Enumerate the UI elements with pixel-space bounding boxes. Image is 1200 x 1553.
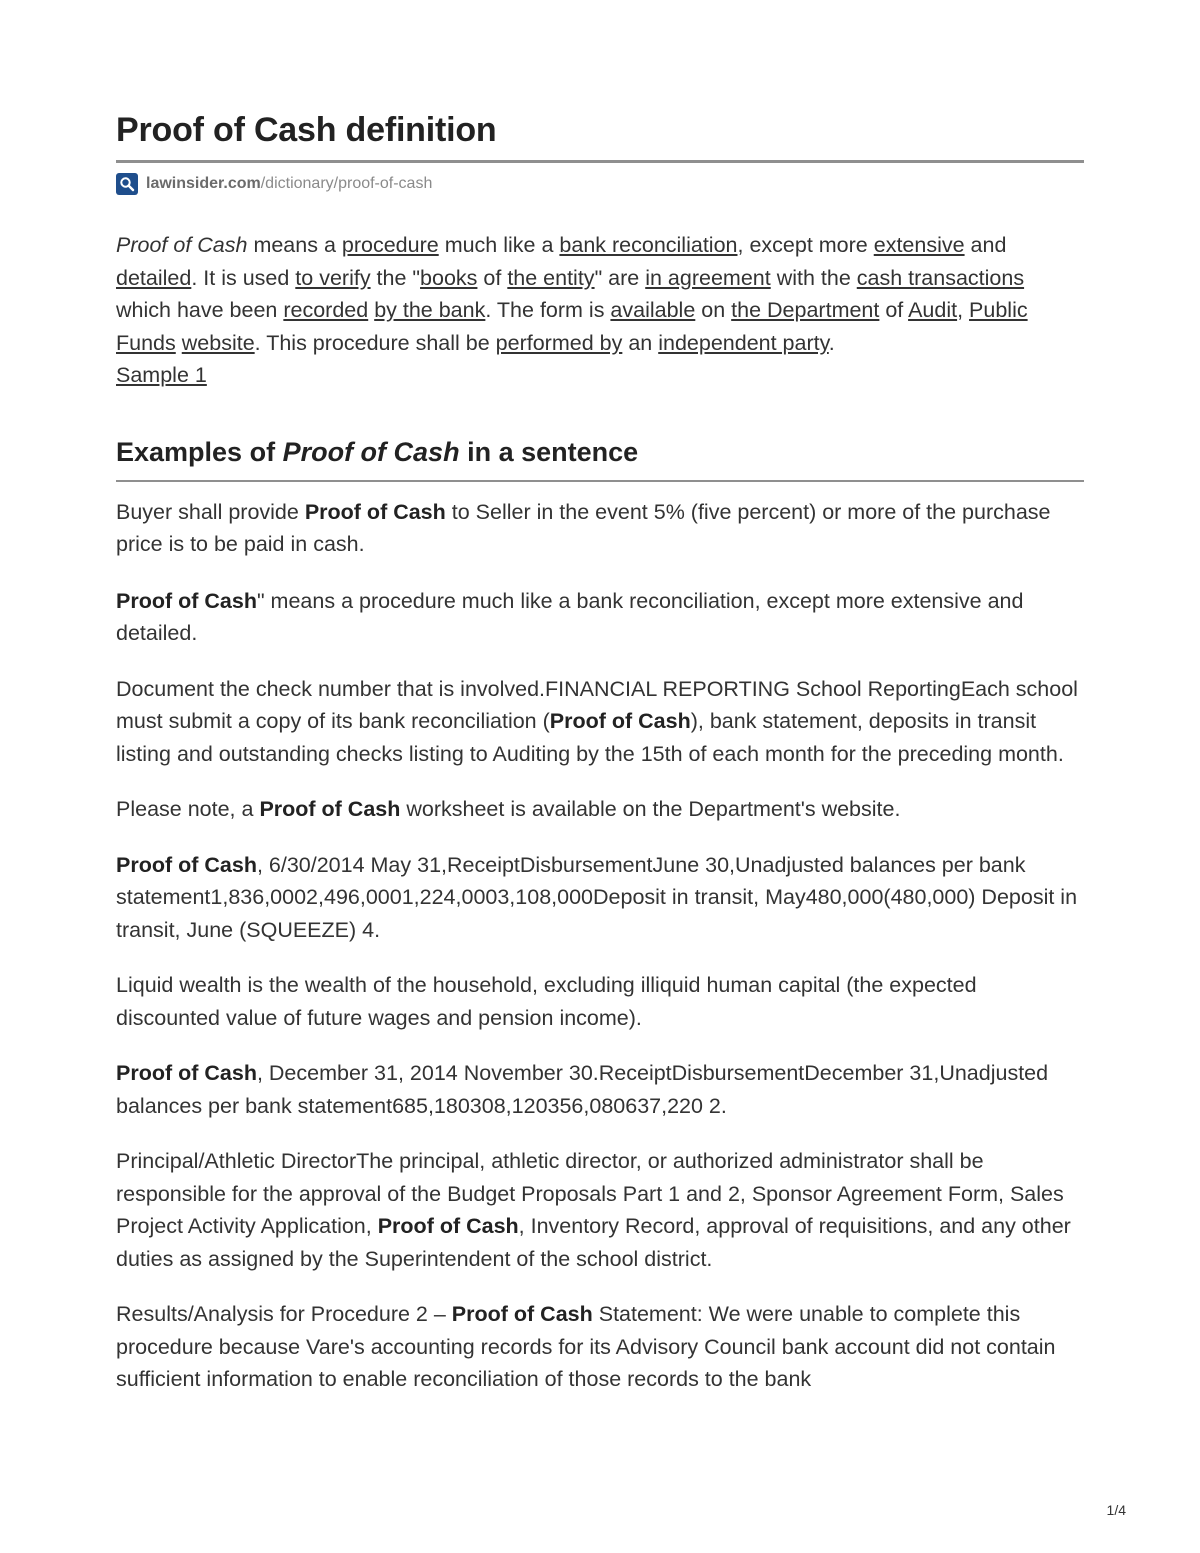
examples-heading-term: Proof of Cash (282, 436, 460, 467)
definition-link[interactable]: bank reconciliation (559, 233, 738, 257)
definition-text: of (477, 265, 508, 290)
definition-link[interactable]: independent party (658, 330, 829, 355)
definition-text: much like a (438, 233, 560, 257)
definition-link[interactable]: recorded (283, 298, 369, 322)
source-domain[interactable]: lawinsider.com (146, 175, 261, 192)
definition-text: . It is used (191, 265, 296, 290)
example-sentence (116, 969, 1084, 1034)
definition-link[interactable]: to verify (295, 265, 371, 290)
definition-link[interactable]: Public Funds (116, 298, 1028, 355)
example-term: Proof of Cash (116, 588, 257, 613)
examples-divider (116, 480, 1084, 482)
sample-row (116, 359, 1084, 392)
example-term: Proof of Cash (304, 499, 446, 524)
sample-link[interactable]: Sample 1 (116, 363, 207, 387)
definition-text: an (622, 330, 659, 355)
example-text: Liquid wealth is the wealth of the household, excluding illiquid human capital (the expected discounted value of future wages and pension income). (116, 973, 977, 1030)
example-text: Statement: We were unable to complete this procedure because Vare's accounting records for its Advisory Council bank account did not contain sufficient information to enable reconciliation of those records to the bank (116, 1302, 1056, 1391)
definition-link[interactable]: in agreement (645, 265, 771, 290)
example-text: to Seller in the event 5% (five percent) or more of the purchase price is to be paid in cash. (116, 499, 1051, 556)
example-text: , Inventory Record, approval of requisitions, and any other duties as assigned by the Superintendent of the school district. (116, 1214, 1071, 1271)
definition-text: . (828, 330, 835, 355)
definition-text: , except more (737, 233, 874, 257)
definition-link[interactable]: performed by (495, 330, 623, 355)
example-sentence (116, 673, 1084, 771)
definition-link[interactable]: procedure (341, 233, 439, 257)
definition-text: " are (594, 265, 646, 290)
search-icon (116, 173, 138, 195)
example-sentence (116, 793, 1084, 826)
definition-text: means a (247, 233, 342, 257)
example-text: , 6/30/2014 May 31,ReceiptDisbursementJune 30,Unadjusted balances per bank statement1,836,0002,496,0001,224,0003,108,000Deposit in transit, May480,000(480,000) Deposit in transit, June (SQUEEZE) 4. (116, 852, 1078, 942)
definition-text: with the (770, 265, 857, 290)
definition-text: which have been (116, 298, 284, 322)
definition-paragraph (116, 229, 1084, 359)
example-text: Document the check number that is involved.FINANCIAL REPORTING School ReportingEach school must submit a copy of its bank reconciliation ( (116, 676, 1078, 733)
definition-text: . The form is (485, 298, 611, 322)
definition-link[interactable]: books (420, 265, 478, 290)
definition-text: , (957, 298, 970, 322)
source-path[interactable]: /dictionary/proof-of-cash (260, 175, 433, 192)
example-sentence (116, 1298, 1084, 1396)
example-term: Proof of Cash (259, 797, 401, 821)
definition-link[interactable]: cash transactions (856, 265, 1025, 290)
example-text: worksheet is available on the Department's website. (400, 797, 901, 821)
definition-link[interactable]: Audit (908, 298, 958, 322)
title-divider (116, 160, 1084, 163)
definition-link[interactable]: the Department (731, 298, 880, 322)
definition-text: the " (370, 265, 421, 290)
example-text: , December 31, 2014 November 30.ReceiptDisbursementDecember 31,Unadjusted balances per bank statement685,180308,120356,080637,220 2. (116, 1061, 1049, 1118)
definition-link[interactable]: available (610, 298, 696, 322)
definition-text: . This procedure shall be (254, 330, 496, 355)
example-term: Proof of Cash (116, 852, 257, 877)
examples-heading-suffix: in a sentence (459, 436, 639, 467)
document-page (116, 108, 1084, 1396)
source-link[interactable] (116, 171, 1084, 197)
example-text: ), bank statement, deposits in transit listing and outstanding checks listing to Auditing by the 15th of each month for the preceding month. (116, 709, 1064, 766)
definition-text: and (964, 233, 1007, 257)
example-sentence (116, 1057, 1084, 1122)
example-sentence (116, 1145, 1084, 1275)
page-number: 1/4 (1106, 1502, 1126, 1518)
definition-link[interactable]: by the bank (374, 298, 486, 322)
definition-link[interactable]: extensive (873, 233, 965, 257)
definition-text: of (879, 298, 909, 322)
example-text: Results/Analysis for Procedure 2 – (116, 1302, 452, 1326)
example-text: Buyer shall provide (116, 499, 305, 524)
examples-heading-prefix: Examples of (116, 436, 283, 467)
page-title: Proof of Cash definition (116, 111, 497, 149)
example-sentence (116, 496, 1084, 561)
example-sentence (116, 849, 1084, 947)
definition-text: on (695, 298, 732, 322)
definition-link[interactable]: detailed (116, 265, 192, 290)
example-text: Principal/Athletic DirectorThe principal, athletic director, or authorized administrator shall be responsible for the approval of the Budget Proposals Part 1 and 2, Sponsor Agreement Form, Sales Project Activity Application, (116, 1149, 1064, 1238)
example-text: Please note, a (116, 797, 260, 821)
example-term: Proof of Cash (451, 1302, 593, 1326)
example-term: Proof of Cash (116, 1061, 257, 1085)
example-text: " means a procedure much like a bank reconciliation, except more extensive and detailed. (116, 588, 1024, 645)
example-sentence (116, 585, 1084, 650)
definition-link[interactable]: website (181, 330, 255, 355)
examples-heading (116, 434, 1084, 470)
definition-link[interactable]: the entity (507, 265, 595, 290)
example-term: Proof of Cash (549, 709, 691, 733)
definition-term: Proof of Cash (116, 233, 248, 257)
example-term: Proof of Cash (377, 1214, 519, 1238)
